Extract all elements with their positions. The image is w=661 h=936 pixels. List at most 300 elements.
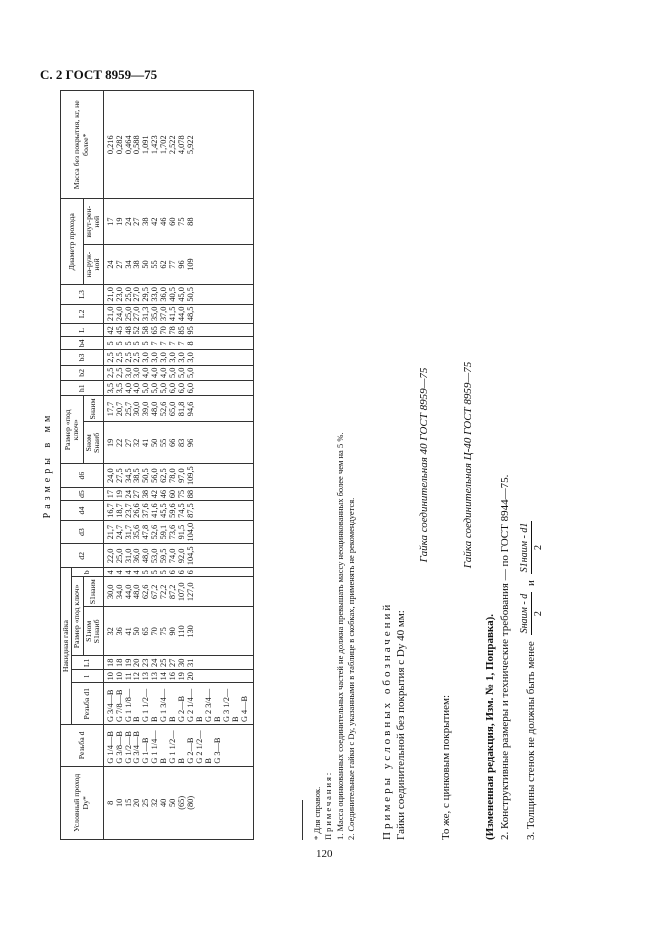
- table-cell: 19: [177, 672, 187, 681]
- table-cell: 50: [132, 627, 142, 636]
- table-cell: 3,0: [150, 352, 160, 363]
- table-cell: 24,0: [105, 468, 115, 483]
- table-cell: 25,0: [114, 548, 124, 564]
- table-cell: 58: [141, 326, 151, 335]
- cells-mass: [103, 91, 253, 199]
- table-cell: 3,0: [159, 352, 169, 363]
- table-cell: 66: [168, 438, 178, 448]
- table-cell: 36,0: [132, 548, 142, 564]
- table-cell: 4: [105, 570, 115, 575]
- fraction-1: [518, 592, 545, 636]
- table-cell: 41,6: [150, 503, 160, 518]
- table-cell: 13: [150, 672, 160, 681]
- table-cell: 62: [159, 260, 169, 269]
- col-l: l: [72, 670, 103, 683]
- table-cell: 41,5: [168, 306, 178, 322]
- cells-d3: [103, 520, 253, 544]
- table-cell: 4,0: [159, 367, 169, 379]
- table-cell: 31,0: [123, 548, 133, 564]
- table-cell: 55: [159, 438, 169, 448]
- cells-bore-outer: [103, 244, 253, 284]
- table-cell: 6: [168, 570, 178, 575]
- table-cell: 75: [159, 627, 169, 636]
- col-b2: b2: [61, 365, 104, 380]
- table-cell: 32: [132, 438, 142, 448]
- table-cell: 20: [186, 672, 196, 681]
- amendment-note: (Измененная редакция, Изм. № 1, Поправка).: [484, 614, 497, 840]
- fraction-1-denominator: 2: [533, 611, 545, 617]
- table-cell: 110: [177, 625, 187, 638]
- col-L: L: [61, 324, 104, 337]
- table-cell: 46: [159, 217, 169, 226]
- table-cell: 5,0: [159, 383, 169, 394]
- table-cell: G 1 1/4—B: [150, 730, 169, 764]
- table-cell: 23,7: [123, 503, 133, 518]
- table-cell: 0,464: [123, 135, 133, 155]
- table-cell: 31,7: [123, 524, 133, 540]
- table-cell: 39,0: [141, 401, 151, 417]
- table-cell: 2,5: [105, 367, 115, 379]
- table-cell: 37,6: [141, 503, 151, 518]
- table-cell: 48,0: [150, 401, 160, 417]
- table-cell: 3,0: [186, 352, 196, 363]
- table-cell: 32: [105, 627, 115, 636]
- table-cell: 0,216: [105, 135, 115, 155]
- table-cell: 88: [186, 217, 196, 226]
- examples-block: [380, 90, 545, 840]
- col-b4: b4: [61, 337, 104, 350]
- table-cell: 50,5: [141, 468, 151, 483]
- table-cell: 75: [177, 217, 187, 226]
- col-b3: b3: [61, 350, 104, 365]
- table-cell: 26,6: [132, 503, 142, 518]
- table-cell: 127,0: [186, 582, 196, 602]
- table-cell: G 1 3/4—B: [159, 688, 178, 723]
- col-d6: d6: [61, 464, 104, 488]
- cells-d4: [103, 501, 253, 521]
- col-group-bore: Диаметр прохода: [61, 199, 84, 285]
- cells-s1max: [103, 577, 253, 607]
- table-cell: 44,0: [123, 584, 133, 600]
- cells-thread-d: [103, 725, 253, 767]
- table-cell: 78,0: [168, 468, 178, 483]
- table-cell: 4,0: [132, 383, 142, 394]
- table-cell: 52,6: [150, 524, 160, 540]
- table-cell: 50: [150, 438, 160, 448]
- point-3-and: и: [525, 580, 538, 586]
- table-cell: 23,0: [114, 287, 124, 302]
- table-cell: 27: [132, 217, 142, 226]
- table-cell: 13: [141, 672, 151, 681]
- note-1: 1. Масса оцинкованных соединительных частей не должна превышать массу неоцинкованных более чем на 5 %.: [334, 432, 345, 840]
- table-cell: 30,0: [132, 401, 142, 417]
- table-cell: 38: [141, 489, 151, 499]
- table-cell: 48,5: [186, 306, 196, 322]
- table-cell: 10: [105, 672, 115, 681]
- table-cell: 52: [132, 326, 142, 335]
- table-cell: 109,5: [186, 466, 196, 485]
- table-cell: G 3/4—B: [132, 731, 142, 764]
- table-cell: 6: [177, 570, 187, 575]
- table-cell: 88: [186, 489, 196, 499]
- cells-d2: [103, 544, 253, 568]
- table-cell: 19: [105, 438, 115, 448]
- table-cell: 45,5: [159, 503, 169, 518]
- table-cell: 3,0: [141, 352, 151, 363]
- col-s1max: S1наим: [83, 577, 103, 607]
- table-cell: 41: [141, 438, 151, 448]
- table-cell: 62,5: [159, 468, 169, 483]
- table-cell: 41: [123, 627, 133, 636]
- table-cell: 25,0: [123, 287, 133, 302]
- table-cell: 5,0: [186, 367, 196, 379]
- table-cell: 3,0: [177, 352, 187, 363]
- table-cell: G 3/4—B: [105, 689, 115, 723]
- example-1-code: Гайка соединительная 40 ГОСТ 8959—75: [417, 367, 430, 563]
- table-cell: 6: [186, 570, 196, 575]
- table-cell: 24: [123, 489, 133, 499]
- table-cell: 38: [141, 217, 151, 226]
- col-group-nut: Накидная гайка: [61, 568, 72, 725]
- table-cell: 2,5: [105, 352, 115, 363]
- cells-thread-d1: [103, 683, 253, 725]
- table-cell: G 2 1/4—B: [186, 688, 205, 723]
- table-cell: 70: [159, 326, 169, 335]
- cells-b4: [103, 337, 253, 350]
- col-d2: d2: [61, 544, 104, 568]
- footnote: * Для справок.: [312, 786, 322, 840]
- table-cell: 96: [177, 260, 187, 269]
- point-2: 2. Конструктивные размеры и технические требования — по ГОСТ 8944—75.: [498, 474, 511, 840]
- col-d3: d3: [61, 520, 104, 544]
- table-cell: G 4—B: [239, 695, 249, 723]
- cells-L3: [103, 285, 253, 305]
- table-cell: 0,282: [114, 135, 124, 155]
- table-cell: 5: [141, 570, 151, 575]
- table-cell: 36: [114, 627, 124, 636]
- table-cell: G 1/4—B: [105, 731, 115, 764]
- cells-bore-inner: [103, 199, 253, 244]
- table-cell: 15: [123, 798, 133, 807]
- fraction-2-denominator: 2: [533, 545, 545, 550]
- table-cell: 65: [150, 326, 160, 335]
- table-cell: 5,0: [177, 367, 187, 379]
- table-cell: 104,0: [186, 522, 196, 542]
- table-cell: 7: [159, 341, 169, 346]
- point-3: [518, 90, 545, 840]
- note-2: 2. Соединительные гайки с Dу, указанными в таблице в скобках, применять не рекомендуется.: [346, 497, 357, 840]
- table-cell: 8: [105, 800, 115, 805]
- table-cell: 7: [168, 341, 178, 346]
- table-cell: 74,5: [177, 503, 187, 518]
- cells-l: [103, 670, 253, 683]
- table-cell: 1,091: [141, 135, 151, 155]
- table-cell: 25: [141, 798, 151, 807]
- table-cell: 3,5: [105, 383, 115, 394]
- table-cell: G 2 1/2—B: [195, 730, 214, 764]
- table-cell: 47,8: [141, 524, 151, 540]
- cells-s1nom: [103, 607, 253, 656]
- table-cell: 2,5: [114, 367, 124, 379]
- table-cell: 60: [168, 217, 178, 226]
- cells-d5: [103, 487, 253, 500]
- table-cell: 21,0: [105, 287, 115, 302]
- cells-d6: [103, 464, 253, 488]
- example-2-text: То же, с цинковым покрытием:: [439, 694, 452, 840]
- table-cell: 17,7: [105, 401, 115, 417]
- table-cell: 1,702: [159, 135, 169, 155]
- table-cell: 5,0: [150, 383, 160, 394]
- table-cell: 83: [177, 438, 187, 448]
- table-cell: (80): [186, 795, 196, 810]
- table-cell: 6,0: [186, 383, 196, 394]
- table-cell: 6,0: [177, 383, 187, 394]
- table-cell: 8: [186, 341, 196, 346]
- table-cell: 5: [141, 341, 151, 346]
- table-cell: 5: [132, 341, 142, 346]
- table-cell: 77: [168, 260, 178, 269]
- table-cell: 95: [186, 326, 196, 335]
- col-b: b: [72, 568, 103, 577]
- table-cell: 29,5: [141, 287, 151, 302]
- table-cell: G 1/2—B: [123, 731, 133, 764]
- table-cell: 65,0: [168, 401, 178, 417]
- table-cell: 18: [114, 658, 124, 667]
- table-cell: 23: [141, 658, 151, 667]
- table-cell: 25,7: [123, 401, 133, 417]
- table-cell: 21,0: [105, 306, 115, 322]
- table-cell: 4: [123, 570, 133, 575]
- rotated-content: [40, 90, 620, 840]
- table-cell: G 2—B: [177, 695, 187, 723]
- table-cell: 19: [114, 489, 124, 499]
- table-cell: 87,2: [168, 584, 178, 600]
- table-cell: 59,1: [159, 524, 169, 540]
- table-cell: 32: [150, 798, 160, 807]
- table-cell: 2,522: [168, 135, 178, 155]
- table-cell: 65: [141, 627, 151, 636]
- table-cell: 2,5: [123, 352, 133, 363]
- col-h1: h1: [61, 381, 104, 396]
- table-cell: 87,5: [186, 503, 196, 518]
- table-cell: 85: [177, 326, 187, 335]
- col-L2: L2: [61, 304, 104, 324]
- col-smin: Sнаим: [83, 396, 103, 422]
- table-cell: 52,6: [159, 401, 169, 417]
- table-cell: 3,0: [168, 352, 178, 363]
- table-cell: 73,6: [168, 524, 178, 540]
- table-cell: 5: [123, 341, 133, 346]
- table-cell: 38: [132, 260, 142, 269]
- table-cell: 22: [114, 438, 124, 448]
- table-cell: 34: [123, 260, 133, 269]
- table-cell: 4,078: [177, 135, 187, 155]
- table-cell: 4,0: [141, 367, 151, 379]
- table-cell: 40,5: [168, 287, 178, 302]
- table-cell: 59,6: [168, 503, 178, 518]
- table-cell: 10: [114, 798, 124, 807]
- table-cell: 2,5: [132, 352, 142, 363]
- cells-b: [103, 568, 253, 577]
- col-dy: Условный проход Dу*: [61, 766, 104, 839]
- table-cell: 18: [105, 658, 115, 667]
- table-cell: 62,6: [141, 584, 151, 600]
- table-cell: 53,0: [150, 548, 160, 564]
- col-bore-inner: внут-рен-ней: [83, 199, 103, 244]
- table-cell: 4: [114, 570, 124, 575]
- dimensions-table: [60, 90, 254, 840]
- table-cell: 17: [105, 489, 115, 499]
- table-cell: 130: [186, 625, 196, 638]
- col-mass: Масса без покрытия, кг, не более*: [61, 91, 104, 199]
- table-cell: 5: [114, 341, 124, 346]
- table-cell: 27,5: [114, 468, 124, 483]
- col-L3: L3: [61, 285, 104, 305]
- table-cell: 104,5: [186, 546, 196, 566]
- cells-b3: [103, 350, 253, 365]
- example-2-code: Гайка соединительная Ц-40 ГОСТ 8959—75: [462, 361, 475, 569]
- table-cell: 5,922: [186, 135, 196, 155]
- col-snom: Sном Sнаиб: [83, 422, 103, 464]
- col-d5: d5: [61, 487, 104, 500]
- table-cell: 3,5: [114, 383, 124, 394]
- table-cell: G 1 1/2—B: [168, 730, 187, 764]
- table-cell: 4: [132, 570, 142, 575]
- table-cell: 50: [141, 260, 151, 269]
- table-cell: 27: [168, 658, 178, 667]
- table-cell: 5: [150, 570, 160, 575]
- table-cell: G 3 1/2—B: [222, 688, 240, 723]
- table-cell: 1,423: [150, 135, 160, 155]
- table-cell: 27: [123, 438, 133, 448]
- table-body-row: [103, 91, 253, 840]
- col-s1nom: S1ном S1наиб: [83, 607, 103, 656]
- table-cell: G 3/8—B: [114, 731, 124, 764]
- table-cell: 50: [168, 798, 178, 807]
- table-cell: 16,7: [105, 503, 115, 518]
- table-cell: G 1 1/2—B: [141, 688, 160, 723]
- table-cell: 7: [150, 341, 160, 346]
- cells-L1: [103, 656, 253, 670]
- table-cell: 27,0: [132, 306, 142, 322]
- point-3-prefix: 3. Толщины стенок не должны быть менее: [525, 641, 538, 840]
- table-cell: 50,5: [186, 287, 196, 302]
- cells-L2: [103, 304, 253, 324]
- table-cell: 14: [159, 672, 169, 681]
- cells-snom: [103, 422, 253, 464]
- table-cell: 12: [132, 672, 142, 681]
- table-cell: 17: [105, 217, 115, 226]
- table-cell: 45,0: [177, 287, 187, 302]
- table-cell: 5: [105, 341, 115, 346]
- table-cell: 19: [123, 658, 133, 667]
- table-cell: 42: [150, 489, 160, 499]
- cells-smin: [103, 396, 253, 422]
- col-group-key-1: Размер «под ключ»: [72, 577, 83, 656]
- cells-b2: [103, 365, 253, 380]
- table-cell: 27: [114, 260, 124, 269]
- table-cell: 42: [105, 326, 115, 335]
- table-cell: 70: [150, 627, 160, 636]
- table-cell: 81,8: [177, 401, 187, 417]
- col-bore-outer: на-руж-ной: [83, 244, 103, 284]
- table-cell: G 3—B: [213, 737, 223, 764]
- footnote-rule: [302, 800, 303, 840]
- table-cell: 3,0: [132, 367, 142, 379]
- table-cell: 92,0: [177, 548, 187, 564]
- table-cell: 38,5: [132, 468, 142, 483]
- table-cell: 7: [177, 341, 187, 346]
- table-cell: 20: [132, 798, 142, 807]
- table-cell: 24: [123, 217, 133, 226]
- table-cell: 30,0: [105, 584, 115, 600]
- examples-title: Примеры условных обозначений: [381, 601, 393, 840]
- table-cell: 30: [177, 658, 187, 667]
- table-cell: 35,6: [132, 524, 142, 540]
- table-cell: 97,0: [177, 468, 187, 483]
- table-cell: 11: [123, 672, 133, 681]
- table-cell: 20,7: [114, 401, 124, 417]
- table-cell: 56,0: [150, 468, 160, 483]
- col-d4: d4: [61, 501, 104, 521]
- table-cell: 4,0: [150, 367, 160, 379]
- table-cell: G 2—B: [186, 737, 196, 764]
- table-cell: (65): [177, 795, 187, 810]
- table-cell: 45: [114, 326, 124, 335]
- col-thread-d: Резьба d: [61, 725, 104, 767]
- table-cell: 27,0: [132, 287, 142, 302]
- table-cell: 94,6: [186, 401, 196, 417]
- cells-L: [103, 324, 253, 337]
- table-cell: 5,0: [168, 367, 178, 379]
- table-cell: 60: [168, 489, 178, 499]
- table-cell: 59,5: [159, 548, 169, 564]
- table-cell: 48: [123, 326, 133, 335]
- table-cell: 36,0: [159, 287, 169, 302]
- notes-block: [312, 90, 358, 840]
- col-group-key-2: Размер «под ключ»: [61, 396, 84, 464]
- dimensions-caption: Размеры в мм: [42, 411, 53, 519]
- table-cell: 24: [150, 658, 160, 667]
- table-cell: 16: [168, 672, 178, 681]
- table-cell: 24: [105, 260, 115, 269]
- table-cell: 46: [159, 489, 169, 499]
- table-cell: 48,0: [141, 548, 151, 564]
- table-cell: 33,0: [150, 287, 160, 302]
- table-cell: 5: [159, 570, 169, 575]
- table-cell: 74,0: [168, 548, 178, 564]
- table-cell: 48,0: [132, 584, 142, 600]
- table-cell: 22,0: [105, 548, 115, 564]
- table-cell: 5,0: [141, 383, 151, 394]
- table-cell: 31: [186, 658, 196, 667]
- table-cell: 3,0: [123, 367, 133, 379]
- col-L1: L1: [72, 656, 103, 670]
- fraction-2-numerator: S1наим - d1: [519, 522, 531, 573]
- table-cell: 96: [186, 438, 196, 448]
- table-cell: 20: [132, 658, 142, 667]
- table-cell: G 7/8—B: [114, 689, 124, 723]
- table-cell: 2,5: [114, 352, 124, 363]
- table-cell: 90: [168, 627, 178, 636]
- table-cell: 19: [114, 217, 124, 226]
- table-cell: 6,0: [168, 383, 178, 394]
- table-cell: 34,5: [123, 468, 133, 483]
- fraction-2: [518, 521, 545, 575]
- table-cell: 55: [150, 260, 160, 269]
- table-cell: 37,0: [159, 306, 169, 322]
- table-cell: 78: [168, 326, 178, 335]
